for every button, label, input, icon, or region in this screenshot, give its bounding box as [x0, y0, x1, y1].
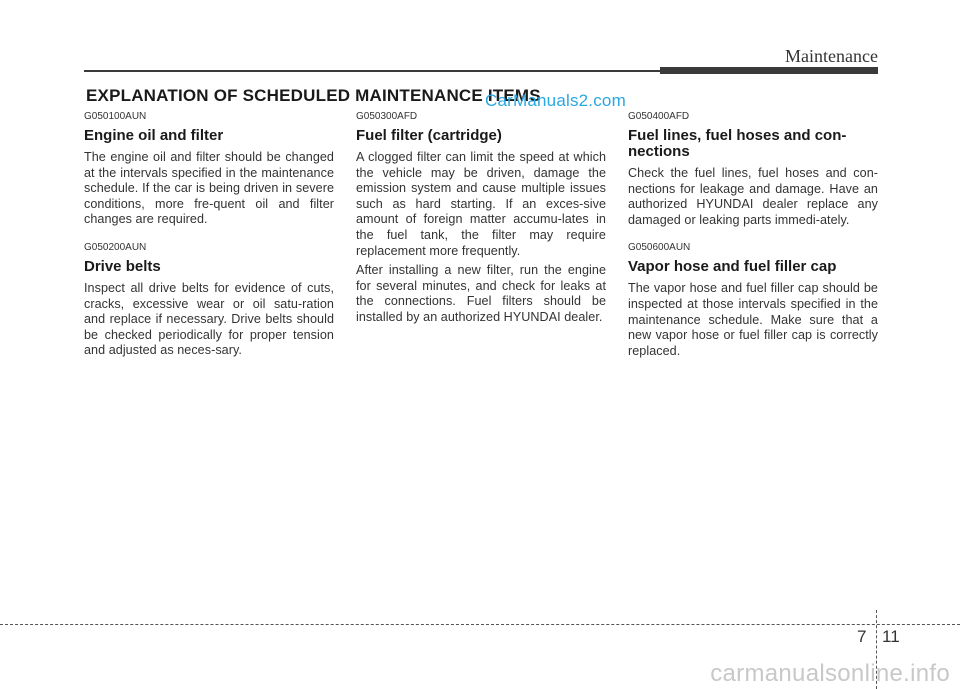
item-code: G050600AUN	[628, 242, 691, 254]
page-number: 11	[882, 627, 900, 646]
item-heading: Drive belts	[84, 257, 161, 275]
item-code: G050200AUN	[84, 241, 147, 253]
column-right	[628, 111, 878, 373]
item-paragraph: Inspect all drive belts for evidence of cuts, cracks, excessive wear or oil satu-ration and replace if necessary. Drive belts should be checked periodically for proper tension and adjusted as neces-sary.	[84, 280, 334, 358]
item-paragraph: Check the fuel lines, fuel hoses and con-nections for leakage and damage. Have an authorized HYUNDAI dealer replace any damaged or leaking parts immedi-ately.	[628, 166, 878, 227]
item-heading: Fuel filter (cartridge)	[356, 127, 502, 144]
item-heading: Engine oil and filter	[84, 127, 224, 144]
page-title: EXPLANATION OF SCHEDULED MAINTENANCE ITEMS	[86, 86, 541, 105]
item-code: G050100AUN	[84, 111, 147, 122]
item-code: G050400AFD	[628, 111, 690, 122]
column-left	[84, 111, 334, 373]
item-paragraph: The vapor hose and fuel filler cap should be inspected at those intervals specified in the maintenance schedule. Make sure that a new vapor hose or fuel filler cap is correctly replaced.	[628, 281, 878, 358]
header-rule-thin	[84, 70, 660, 72]
maintenance-item	[84, 242, 334, 359]
maintenance-item	[84, 111, 334, 228]
item-code: G050300AFD	[356, 111, 418, 122]
item-heading: Vapor hose and fuel filler cap	[628, 258, 837, 276]
maintenance-item	[628, 242, 878, 359]
maintenance-item	[628, 111, 878, 228]
item-paragraph: A clogged filter can limit the speed at which the vehicle may be driven, damage the emission system and cause multiple issues such as hard starting. If an exces-sive amount of foreign matter accumu-lates in the fuel tank, the filter may require replacement more frequently.	[356, 150, 606, 258]
header-rule-thick	[660, 67, 878, 74]
watermark-bottom: carmanualsonline.info	[710, 660, 950, 687]
chapter-number: 7	[857, 627, 867, 646]
footer-dashed-rule	[0, 624, 960, 625]
section-header: Maintenance	[785, 46, 878, 66]
column-middle	[356, 111, 606, 340]
item-heading: Fuel lines, fuel hoses and con-nections	[628, 127, 847, 160]
maintenance-item	[356, 111, 606, 326]
watermark-top: CarManuals2.com	[485, 91, 626, 110]
item-paragraph: The engine oil and filter should be changed at the intervals specified in the maintenance schedule. If the car is being driven in severe conditions, more fre-quent oil and filter changes are required.	[84, 150, 334, 227]
item-paragraph: After installing a new filter, run the engine for several minutes, and check for leaks at the connections. Fuel filters should be installed by an authorized HYUNDAI dealer.	[356, 263, 606, 324]
